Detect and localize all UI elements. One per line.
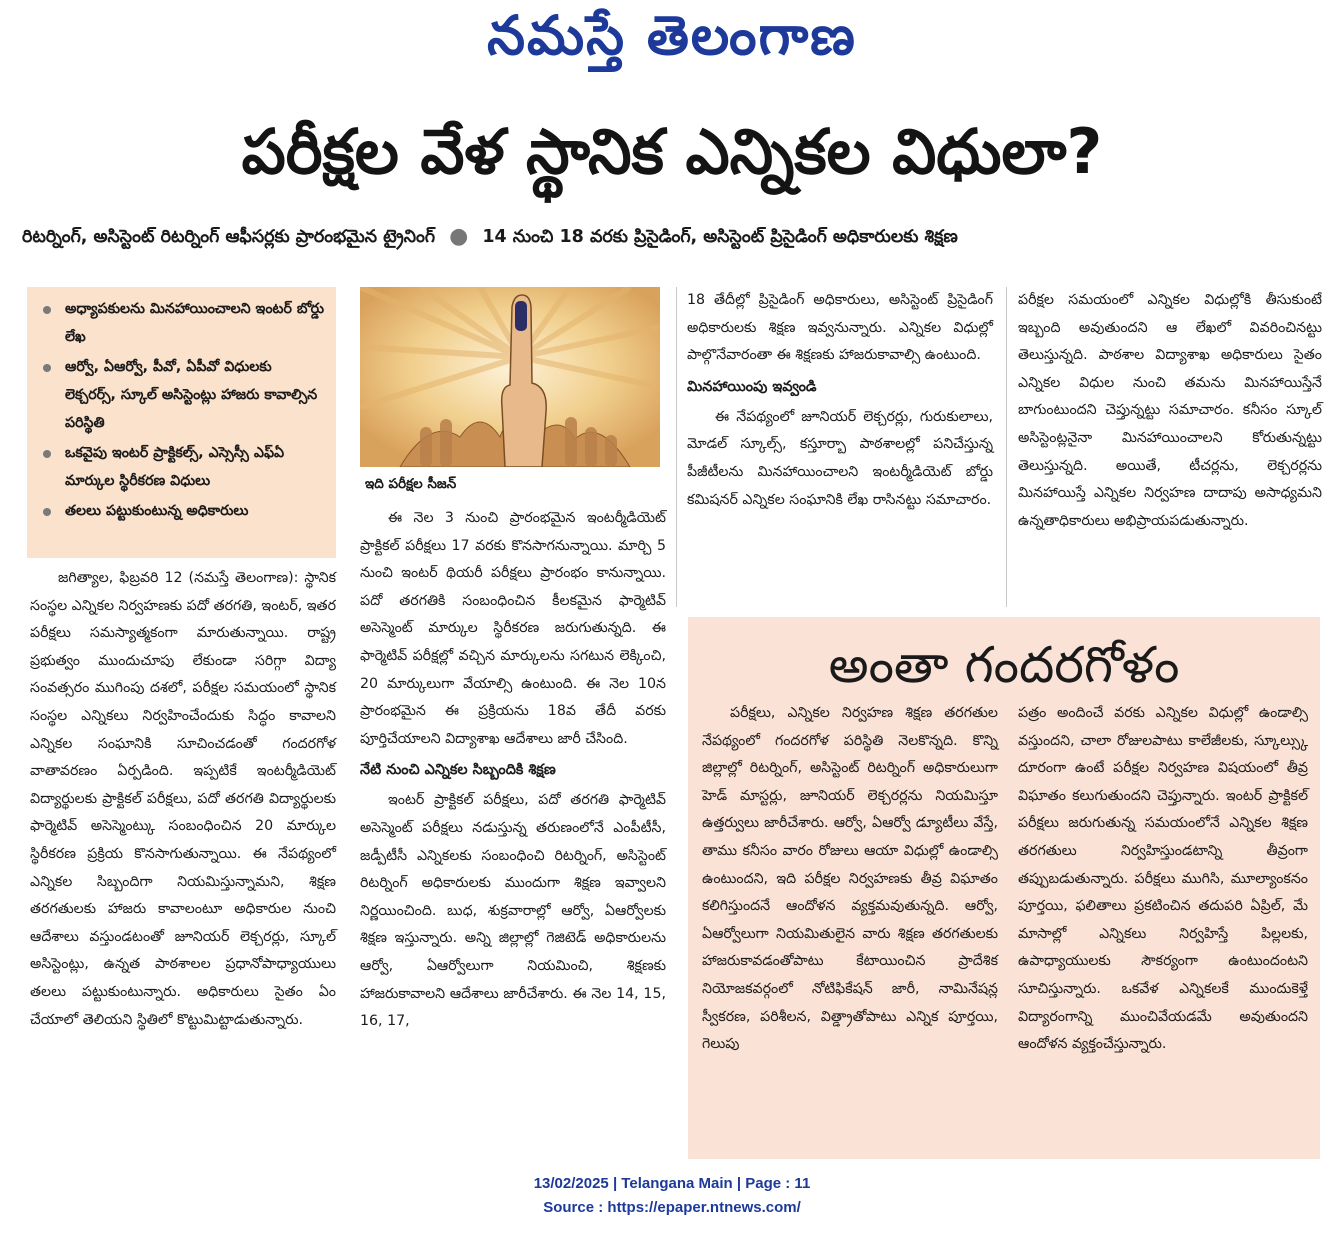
bullet-icon xyxy=(43,306,51,314)
footer-source-link[interactable]: Source : https://epaper.ntnews.com/ xyxy=(543,1199,801,1216)
voting-finger-photo xyxy=(360,287,660,467)
article-paragraph: 18 తేదీల్లో ప్రిసైడింగ్ అధికారులు, అసిస్టెంట్ ప్రిసైడింగ్ అధికారులకు శిక్షణ ఇవ్వనున్నారు. ఎన్నికల విధుల్లో పాల్గొనేవారంతా ఈ శిక్షణకు హాజరుకావాల్సి ఉంటుంది. xyxy=(687,292,993,364)
bullet-icon xyxy=(43,364,51,372)
deck xyxy=(22,222,1322,252)
bullet-icon xyxy=(43,508,51,516)
article-column-4 xyxy=(1018,287,1322,535)
article-column-2 xyxy=(360,505,666,1036)
bullet-icon: ● xyxy=(449,224,469,249)
masthead: నమస్తే తెలంగాణ xyxy=(487,4,857,67)
footer-date-page: 13/02/2025 | Telangana Main | Page : 11 xyxy=(533,1175,811,1192)
sidebar-story-title: అంతా గందరగోళం xyxy=(828,636,1180,694)
article-paragraph: ఈ నెల 3 నుంచి ప్రారంభమైన ఇంటర్మీడియెట్ ప్రాక్టికల్ పరీక్షలు 17 వరకు కొనసాగనున్నాయి. మార్చి 5 నుంచి ఇంటర్ థియరీ పరీక్షలు ప్రారంభం కానున్నాయి. పదో తరగతికి సంబంధించిన కీలకమైన ఫార్మెటివ్ అసెస్మెంట్ మార్కుల స్థిరీకరణ జరుగుతున్నది. ఈ ఫార్మెటివ్ పరీక్షల్లో వచ్చిన మార్కులను సగటున లెక్కించి, 20 మార్కులుగా వేయాల్సి ఉంటుంది. ఈ నెల 10న ప్రారంభమైన ఈ ప్రక్రియను 18వ తేదీ వరకు పూర్తిచేయాలని విద్యాశాఖ ఆదేశాలు జారీ చేసింది. xyxy=(360,510,666,747)
column-divider xyxy=(676,287,677,607)
article-paragraph: పరీక్షల సమయంలో ఎన్నికల విధుల్లోకి తీసుకుంటే ఇబ్బంది అవుతుందని ఆ లేఖలో వివరించినట్టు తెలుస్తున్నది. పాఠశాల విద్యాశాఖ అధికారులు సైతం ఎన్నికల విధుల నుంచి తమను మినహాయిస్తేనే బాగుంటుందని చెప్తున్నట్టు సమాచారం. కనీసం స్కూల్ అసిస్టెంట్లనైనా మినహాయించాలని కోరుతున్నట్టు తెలుస్తున్నది. అయితే, టీచర్లను, లెక్చరర్లను మినహాయిస్తే ఎన్నికల నిర్వహణ దాదాపు అసాధ్యమని ఉన్నతాధికారులు అభిప్రాయపడుతున్నారు. xyxy=(1018,292,1322,529)
subheading: మినహాయింపు ఇవ్వండి xyxy=(687,378,817,395)
article-paragraph: ఈ నేపథ్యంలో జూనియర్ లెక్చరర్లు, గురుకులాలు, మోడల్ స్కూల్స్, కస్తూర్బా పాఠశాలల్లో పనిచేస్తున్న పీజీటీలను మినహాయించాలని ఇంటర్మీడియెట్ బోర్డు కమిషనర్ ఎన్నికల సంఘానికి లేఖ రాసినట్టు సమాచారం. xyxy=(687,408,993,508)
sidebar-story-column-2 xyxy=(1018,700,1308,1059)
bullet-icon xyxy=(43,450,51,458)
highlight-item: అధ్యాపకులను మినహాయించాలని ఇంటర్ బోర్డు లేఖ xyxy=(43,295,326,351)
sidebar-story-column-1 xyxy=(702,700,998,1059)
article-paragraph: పత్రం అందించే వరకు ఎన్నికల విధుల్లో ఉండాల్సి వస్తుందని, చాలా రోజులపాటు కాలేజీలకు, స్కూల్స్కు దూరంగా ఉంటే పరీక్షల నిర్వహణ విషయంలో తీవ్ర విఘాతం కలుగుతుందని చెప్తున్నారు. ఇంటర్ ప్రాక్టికల్ పరీక్షలు జరుగుతున్న సమయంలోనే ఎన్నికల శిక్షణ తరగతులు నిర్వహిస్తుండటాన్ని తీవ్రంగా తప్పుబడుతున్నారు. పరీక్షలు ముగిసి, మూల్యాంకనం పూర్తయి, ఫలితాలు ప్రకటించిన తదుపరి ఏప్రిల్, మే మాసాల్లో ఎన్నికలు నిర్వహిస్తే పిల్లలకు, ఉపాధ్యాయులకు సౌకర్యంగా ఉంటుందంటని సూచిస్తున్నారు. ఒకవేళ ఎన్నికలకే ముందుకెళ్తే విద్యారంగాన్ని ముంచివేయడమే అవుతుందని ఆందోళన వ్యక్తంచేస్తున్నారు. xyxy=(1018,705,1308,1053)
article-paragraph: పరీక్షలు, ఎన్నికల నిర్వహణ శిక్షణ తరగతుల నేపథ్యంలో గందరగోళ పరిస్థితి నెలకొన్నది. కొన్ని జిల్లాల్లో రిటర్నింగ్, అసిస్టెంట్ రిటర్నింగ్ అధికారులుగా హెడ్ మాస్టర్లు, జూనియర్ లెక్చరర్లను నియమిస్తూ ఉత్తర్వులు జారీచేశారు. ఆర్వో, ఏఆర్వో డ్యూటీలు వేస్తే, తాము కనీసం వారం రోజులు ఆయా విధుల్లో ఉండాల్సి ఉంటుందని, ఇది పరీక్షల నిర్వహణకు తీవ్ర విఘాతం కలిగిస్తుందనే ఆందోళన వ్యక్తమవుతున్నది. ఆర్వో, ఏఆర్వోలుగా నియమితులైన వారు శిక్షణ తరగతులకు హాజరుకావడంతోపాటు కేటాయించిన ప్రాదేశిక నియోజకవర్గంలో నోటిఫికేషన్ జారీ, నామినేషన్ల స్వీకరణ, పరిశీలన, విత్డ్రాతోపాటు ఎన్నిక పూర్తయి, గెలుపు xyxy=(702,705,998,1053)
voting-finger-illustration xyxy=(360,287,660,467)
highlight-item: ఆర్వో, ఏఆర్వో, పీవో, ఏపీవో విధులకు లెక్చరర్స్, స్కూల్ అసిస్టెంట్లు హాజరు కావాల్సిన పరిస్థితి xyxy=(43,353,326,437)
deck-left: రిటర్నింగ్, అసిస్టెంట్ రిటర్నింగ్ ఆఫీసర్లకు ప్రారంభమైన ట్రైనింగ్ xyxy=(22,227,436,247)
article-paragraph: ఇంటర్ ప్రాక్టికల్ పరీక్షలు, పదో తరగతి ఫార్మెటివ్ అసెస్మెంట్ పరీక్షలు నడుస్తున్న తరుణంలోనే ఎంపీటీసీ, జడ్పీటీసీ ఎన్నికలకు సంబంధించి రిటర్నింగ్, అసిస్టెంట్ రిటర్నింగ్ అధికారులకు ముందుగా శిక్షణ ఇవ్వాలని నిర్ణయించింది. బుధ, శుక్రవారాల్లో ఆర్వో, ఏఆర్వోలకు శిక్షణ ఇస్తున్నారు. అన్ని జిల్లాల్లో గెజిటెడ్ అధికారులను ఆర్వో, ఏఆర్వోలుగా నియమించి, శిక్షణకు హాజరుకావాలని ఆదేశాలు జారీచేశారు. ఈ నెల 14, 15, 16, 17, xyxy=(360,792,666,1030)
deck-right: 14 నుంచి 18 వరకు ప్రిసైడింగ్, అసిస్టెంట్ ప్రిసైడింగ్ అధికారులకు శిక్షణ xyxy=(482,227,958,247)
photo-caption: ఇది పరీక్షల సీజన్ xyxy=(365,476,457,492)
article-column-1 xyxy=(30,565,336,1034)
article-column-3 xyxy=(687,287,993,514)
highlight-item: ఒకవైపు ఇంటర్ ప్రాక్టికల్స్, ఎస్సెస్సీ ఎఫ్ఏ మార్కుల స్థిరీకరణ విధులు xyxy=(43,439,326,495)
highlights-box xyxy=(27,287,336,558)
subheading: నేటి నుంచి ఎన్నికల సిబ్బందికి శిక్షణ xyxy=(360,762,556,779)
article-paragraph: జగిత్యాల, ఫిబ్రవరి 12 (నమస్తే తెలంగాణ): స్థానిక సంస్థల ఎన్నికల నిర్వహణకు పదో తరగతి, ఇంటర్, ఇతర పరీక్షలు సమస్యాత్మకంగా మారుతున్నాయి. రాష్ట్ర ప్రభుత్వం ముందుచూపు లేకుండా సరిగ్గా విద్యా సంవత్సరం ముగింపు దశలో, పరీక్షల సమయంలో స్థానిక సంస్థల ఎన్నికలు నిర్వహించేందుకు సిద్ధం కావాలని ఎన్నికల సంఘానికి సూచించడంతో గందరగోళ వాతావరణం ఏర్పడింది. ఇప్పటికే ఇంటర్మీడియెట్ విద్యార్థులకు ప్రాక్టికల్ పరీక్షలు, పదో తరగతి విద్యార్థులకు ఫార్మెటివ్ అసెస్మెంట్కు సంబంధించిన 20 మార్కుల స్థిరీకరణ ప్రక్రియ కొనసాగుతున్నాయి. ఈ నేపథ్యంలో ఎన్నికల సిబ్బందిగా నియమిస్తున్నామని, శిక్షణ తరగతులకు హాజరు కావాలంటూ అధికారుల నుంచి ఆదేశాలు వస్తుండటంతో జూనియర్ లెక్చరర్లు, స్కూల్ అసిస్టెంట్లు, ఉన్నత పాఠశాలల ప్రధానోపాధ్యాయులు తలలు పట్టుకుంటున్నారు. అధికారులు సైతం ఏం చేయాలో తెలియని స్థితిలో కొట్టుమిట్టాడుతున్నారు. xyxy=(30,570,337,1028)
column-divider xyxy=(1006,287,1007,607)
headline: పరీక్షల వేళ స్థానిక ఎన్నికల విధులా? xyxy=(241,115,1103,188)
highlight-item: తలలు పట్టుకుంటున్న అధికారులు xyxy=(43,497,326,525)
